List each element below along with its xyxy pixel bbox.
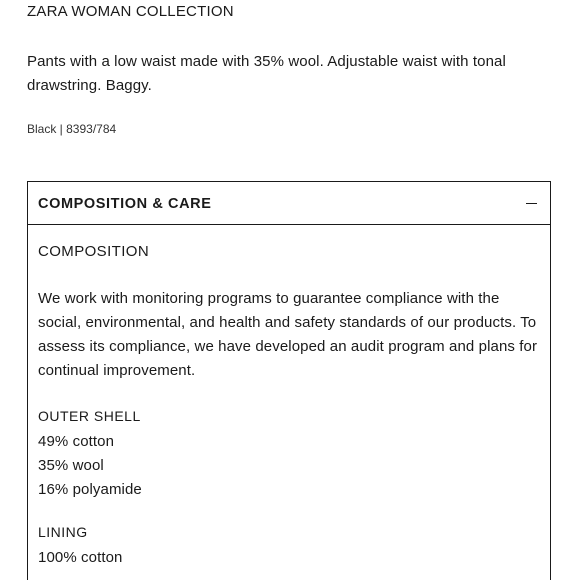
outer-shell-group [38, 406, 338, 502]
outer-shell-label: OUTER SHELL [38, 408, 141, 424]
collection-title: ZARA WOMAN COLLECTION [27, 3, 234, 20]
composition-care-toggle[interactable] [28, 182, 550, 225]
composition-care-panel [27, 181, 551, 580]
material-item: 49% cotton [38, 433, 115, 450]
color-reference: Black | 8393/784 [27, 122, 117, 136]
minus-icon[interactable] [526, 196, 538, 210]
panel-title: COMPOSITION & CARE [38, 196, 212, 212]
lining-group [38, 522, 338, 570]
composition-heading: COMPOSITION [38, 243, 150, 260]
material-item: 16% polyamide [38, 481, 142, 498]
product-description: Pants with a low waist made with 35% wool. Adjustable waist with tonal drawstring. Baggy. [27, 53, 506, 94]
compliance-text: We work with monitoring programs to guarantee compliance with the social, environmental, and health and safety standards of our products. To assess its compliance, we have developed an audit program and plans for continual improvement. [38, 290, 538, 379]
material-item: 100% cotton [38, 549, 123, 566]
lining-label: LINING [38, 524, 88, 540]
material-item: 35% wool [38, 457, 104, 474]
